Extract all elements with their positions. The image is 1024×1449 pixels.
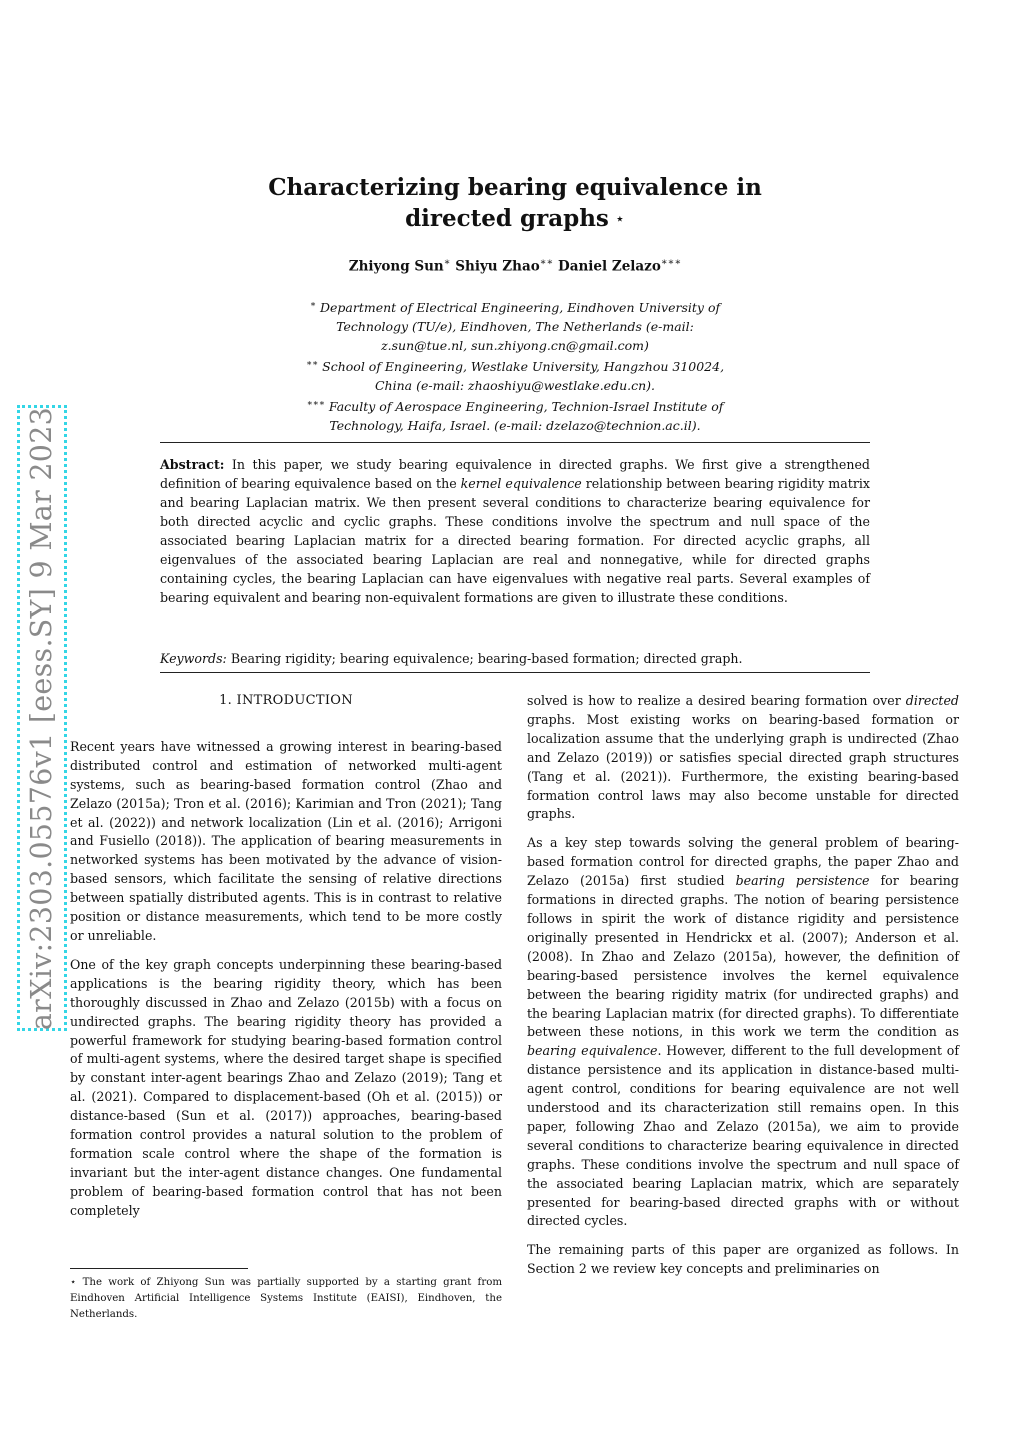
arxiv-identifier-text: arXiv:2303.05576v1 [eess.SY] 9 Mar 2023 — [25, 406, 59, 1030]
paper-title — [160, 172, 870, 234]
title-footnote-star: ⋆ — [614, 209, 625, 228]
author-name: Zhiyong Sun — [348, 258, 444, 275]
affiliation-line: China (e-mail: zhaoshiyu@westlake.edu.cn). — [374, 378, 656, 394]
author-name: Daniel Zelazo — [558, 258, 661, 275]
paragraph: solved is how to realize a desired bearing formation over directed graphs. Most existing works on bearing-based formation or localization assume that the underlying graph is undirected (Zhao and Zelazo (2019)) or satisfies special directed graph structures (Tang et al. (2021)). Furthermore, the existing bearing-based formation control laws may also become unstable for directed graphs. — [527, 693, 959, 822]
abstract-top-rule — [160, 442, 870, 443]
abstract: Abstract: In this paper, we study bearing equivalence in directed graphs. We first give a strengthened definition of bearing equivalence based on the kernel equivalence relationship between bearing rigidity matrix and bearing Laplacian matrix. We then present several conditions to characterize bearing equivalence for both directed acyclic and cyclic graphs. These conditions involve the spectrum and null space of the associated bearing Laplacian matrix for a directed bearing formation. For directed acyclic graphs, all eigenvalues of the associated bearing Laplacian are real and nonnegative, while for directed graphs containing cycles, the bearing Laplacian can have eigenvalues with negative real parts. Several examples of bearing equivalent and bearing non-equivalent formations are given to illustrate these conditions. — [160, 457, 870, 605]
affiliation-line: z.sun@tue.nl, sun.zhiyong.cn@gmail.com) — [381, 338, 649, 354]
abstract-bottom-rule — [160, 672, 870, 673]
footnote: ⋆ The work of Zhiyong Sun was partially supported by a starting grant from Eindhoven Artificial Intelligence Systems Institute (EAISI), Eindhoven, the Netherlands. — [70, 1277, 502, 1320]
paragraph: As a key step towards solving the general problem of bearing-based formation control for directed graphs, the paper Zhao and Zelazo (2015a) first studied bearing persistence for bearing formations in directed graphs. The notion of bearing persistence follows in spirit the work of distance rigidity and persistence originally presented in Hendrickx et al. (2007); Anderson et al. (2008). In Zhao and Zelazo (2015a), however, the definition of bearing-based persistence involves the kernel equivalence between the bearing rigidity matrix (for undirected graphs) and the bearing Laplacian matrix (for directed graphs). To differentiate between these notions, in this work we term the condition as bearing equivalence. However, different to the full development of distance persistence and its application in distance-based multi-agent control, conditions for bearing equivalence are not well understood and its characterization still remains open. In this paper, following Zhao and Zelazo (2015a), we aim to provide several conditions to characterize bearing equivalence in directed graphs. These conditions involve the spectrum and null space of the associated bearing Laplacian matrix, which are separately presented for bearing-based directed graphs with or without directed cycles. — [527, 835, 960, 1229]
author-list: Zhiyong Sun∗ Shiyu Zhao∗∗ Daniel Zelazo∗∗∗ — [348, 257, 682, 275]
affiliation-line: Technology, Haifa, Israel. (e-mail: dzelazo@technion.ac.il). — [329, 418, 701, 434]
keywords: Keywords: Bearing rigidity; bearing equivalence; bearing-based formation; directed graph. — [160, 651, 743, 666]
author-name: Shiyu Zhao — [455, 258, 540, 275]
paragraph: One of the key graph concepts underpinning these bearing-based applications is the bearing rigidity theory, which has been thoroughly discussed in Zhao and Zelazo (2015b) with a focus on undirected graphs. The bearing rigidity theory has provided a powerful framework for studying bearing-based formation control of multi-agent systems, where the desired target shape is specified by constant inter-agent bearings Zhao and Zelazo (2019); Tang et al. (2021). Compared to displacement-based (Oh et al. (2015)) or distance-based (Sun et al. (2017)) approaches, bearing-based formation control provides a natural solution to the problem of formation scale control where the shape of the formation is invariant but the inter-agent distance changes. One fundamental problem of bearing-based formation control that has not been completely — [70, 956, 502, 1218]
affiliation-line: ∗ Department of Electrical Engineering, Eindhoven University of — [309, 300, 721, 316]
section-heading: 1. INTRODUCTION — [219, 693, 353, 708]
footnote-rule — [70, 1268, 248, 1269]
left-column — [70, 692, 502, 1231]
footnote-mark: ⋆ — [70, 1277, 77, 1288]
affiliation-line: Technology (TU/e), Eindhoven, The Netherlands (e-mail: — [336, 319, 694, 335]
paragraph: Recent years have witnessed a growing interest in bearing-based distributed control and estimation of networked multi-agent systems, such as bearing-based formation control (Zhao and Zelazo (2015a); Tron et al. (2016); Karimian and Tron (2021); Tang et al. (2022)) and network localization (Lin et al. (2016); Arrigoni and Fusiello (2018)). The application of bearing measurements in networked systems has been motivated by the advance of vision-based sensors, which facilitate the sensing of relative directions between spatially distributed agents. This is in contrast to relative position or distance measurements, which tend to be more costly or unreliable. — [70, 738, 502, 943]
title-line-2: directed graphs ⋆ — [405, 205, 625, 232]
keywords-label: Keywords: — [160, 651, 227, 666]
right-column — [527, 692, 959, 1289]
title-line-1: Characterizing bearing equivalence in — [268, 174, 762, 201]
arxiv-identifier-stamp — [17, 405, 67, 1031]
paragraph: The remaining parts of this paper are organized as follows. In Section 2 we review key concepts and preliminaries on — [527, 1242, 959, 1277]
affiliations — [160, 296, 870, 435]
affiliation-line: ∗∗ School of Engineering, Westlake University, Hangzhou 310024, — [305, 359, 725, 375]
abstract-label: Abstract: — [160, 457, 225, 472]
affiliation-line: ∗∗∗ Faculty of Aerospace Engineering, Technion-Israel Institute of — [306, 399, 724, 415]
